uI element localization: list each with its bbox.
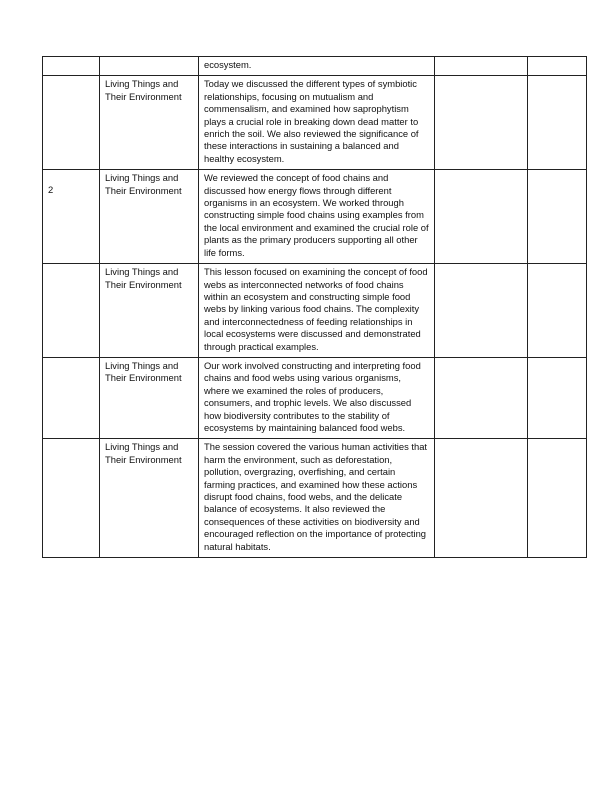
empty-cell: [435, 76, 528, 170]
topic-cell: [100, 57, 199, 76]
week-cell: [43, 76, 100, 170]
week-cell: [43, 439, 100, 558]
table-row: [43, 439, 587, 558]
empty-cell: [435, 170, 528, 264]
table-row: [43, 264, 587, 358]
topic-cell: Living Things and Their Environment: [100, 76, 199, 170]
empty-cell: [435, 264, 528, 358]
empty-cell: [528, 439, 587, 558]
topic-cell: Living Things and Their Environment: [100, 439, 199, 558]
lesson-record-table: [42, 56, 587, 558]
week-cell: [43, 264, 100, 358]
empty-cell: [435, 439, 528, 558]
topic-cell: Living Things and Their Environment: [100, 357, 199, 438]
table-row: [43, 57, 587, 76]
notes-cell: We reviewed the concept of food chains and discussed how energy flows through different organisms in an ecosystem. We worked through constructing simple food chains using examples from the local environment and examined the crucial role of plants as the primary producers supporting all other life forms.: [199, 170, 435, 264]
empty-cell: [528, 76, 587, 170]
table-row: [43, 357, 587, 438]
topic-cell: Living Things and Their Environment: [100, 170, 199, 264]
empty-cell: [528, 57, 587, 76]
week-cell: 2: [43, 170, 100, 264]
notes-cell: This lesson focused on examining the concept of food webs as interconnected networks of food chains within an ecosystem and constructing simple food webs by linking various food chains. The complexity and interconnectedness of feeding relationships in local ecosystems were discussed and demonstrated through practical examples.: [199, 264, 435, 358]
notes-cell: Our work involved constructing and interpreting food chains and food webs using various organisms, where we examined the roles of producers, consumers, and trophic levels. We also discussed how biodiversity contributes to the stability of ecosystems by maintaining balanced food webs.: [199, 357, 435, 438]
notes-cell: Today we discussed the different types of symbiotic relationships, focusing on mutualism and commensalism, and examined how saprophytism plays a crucial role in breaking down dead matter to enrich the soil. We also reviewed the significance of these interactions in sustaining a balanced and healthy ecosystem.: [199, 76, 435, 170]
table-row: [43, 170, 587, 264]
week-cell: [43, 357, 100, 438]
empty-cell: [435, 357, 528, 438]
empty-cell: [528, 170, 587, 264]
table-row: [43, 76, 587, 170]
empty-cell: [528, 264, 587, 358]
empty-cell: [528, 357, 587, 438]
week-cell: [43, 57, 100, 76]
topic-cell: Living Things and Their Environment: [100, 264, 199, 358]
notes-cell: ecosystem.: [199, 57, 435, 76]
notes-cell: The session covered the various human activities that harm the environment, such as deforestation, pollution, overgrazing, overfishing, and certain farming practices, and examined how these actions disrupt food chains, food webs, and the delicate balance of ecosystems. It also reviewed the consequences of these activities on biodiversity and encouraged reflection on the importance of protecting natural habitats.: [199, 439, 435, 558]
empty-cell: [435, 57, 528, 76]
